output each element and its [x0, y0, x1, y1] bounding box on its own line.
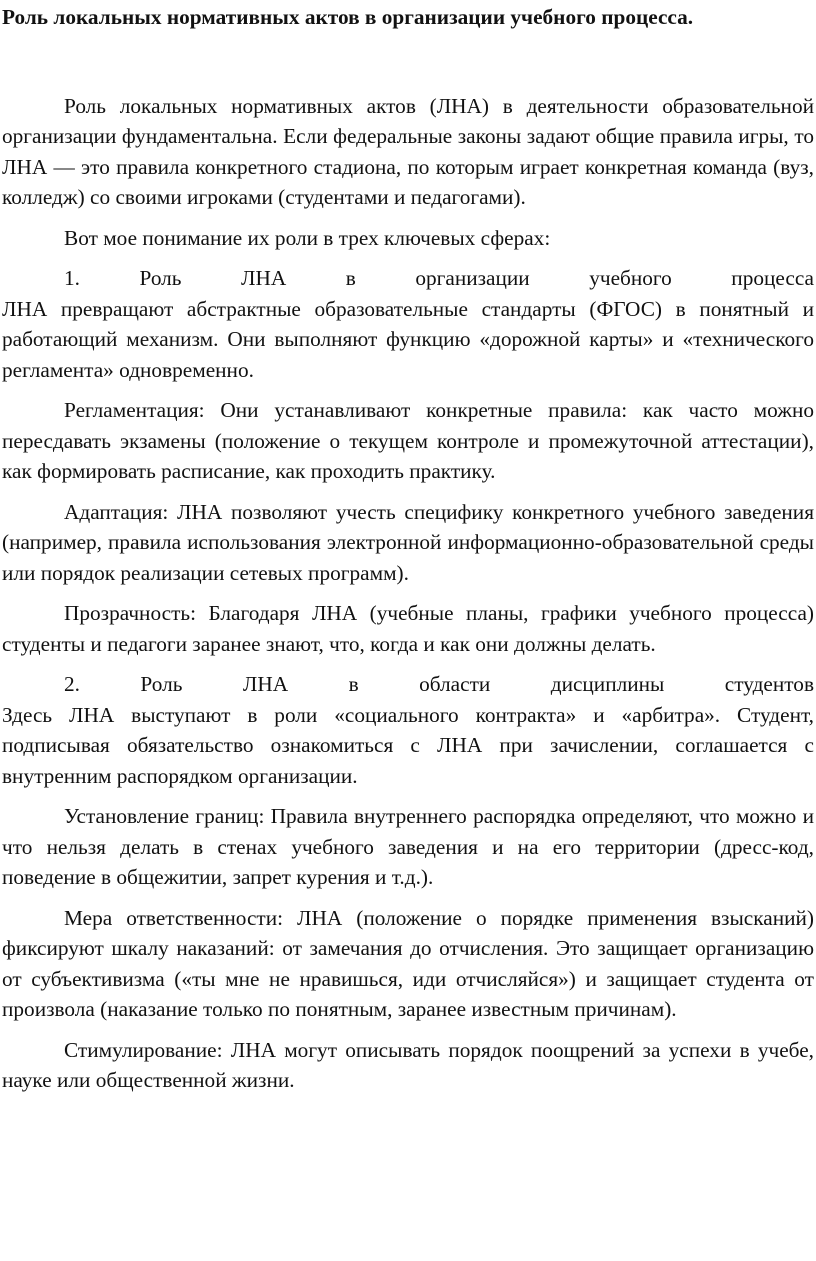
section-1-paragraph [2, 263, 814, 385]
document-title: Роль локальных нормативных актов в организации учебного процесса. [2, 5, 694, 29]
spheres-intro-paragraph: Вот мое понимание их роли в трех ключевых сферах: [64, 225, 551, 250]
intro-paragraph: Роль локальных нормативных актов (ЛНА) в деятельности образовательной организации фундаментальна. Если федеральные законы задают общие правила игры, то ЛНА — это правила конкретного стадиона, по которым играет конкретная команда (вуз, колледж) со своими игроками (студентами и педагогами). [2, 93, 814, 209]
transparency-paragraph: Прозрачность: Благодаря ЛНА (учебные планы, графики учебного процесса) студенты и педагоги заранее знают, что, когда и как они должны делать. [2, 601, 814, 656]
section-2-text: Здесь ЛНА выступают в роли «социального контракта» и «арбитра». Студент, подписывая обязательство ознакомиться с ЛНА при зачислении, соглашается с внутренним распорядком организации. [2, 702, 814, 788]
stimulation-paragraph: Стимулирование: ЛНА могут описывать порядок поощрений за успехи в учебе, науке или общественной жизни. [2, 1037, 814, 1092]
regulation-paragraph: Регламентация: Они устанавливают конкретные правила: как часто можно пересдавать экзамены (положение о текущем контроле и промежуточной аттестации), как формировать расписание, как проходить практику. [2, 398, 814, 483]
adaptation-paragraph: Адаптация: ЛНА позволяют учесть специфику конкретного учебного заведения (например, правила использования электронной информационно-образовательной среды или порядок реализации сетевых программ). [2, 499, 814, 585]
section-2-paragraph [2, 669, 814, 791]
boundaries-paragraph: Установление границ: Правила внутреннего распорядка определяют, что можно и что нельзя делать в стенах учебного заведения и на его территории (дресс-код, поведение в общежитии, запрет курения и т.д.). [2, 804, 814, 889]
section-2-heading: 2. Роль ЛНА в области дисциплины студентов [64, 672, 814, 696]
section-1-heading: 1. Роль ЛНА в организации учебного процесса [64, 266, 814, 290]
responsibility-paragraph: Мера ответственности: ЛНА (положение о порядке применения взысканий) фиксируют шкалу наказаний: от замечания до отчисления. Это защищает организацию от субъективизма («ты мне не нравишься, иди отчисляйся») и защищает студента от произвола (наказание только по понятным, заранее известным причинам). [2, 905, 814, 1021]
section-1-text: ЛНА превращают абстрактные образовательные стандарты (ФГОС) в понятный и работающий механизм. Они выполняют функцию «дорожной карты» и «технического регламента» одновременно. [2, 296, 814, 382]
title-spacer [2, 33, 814, 91]
